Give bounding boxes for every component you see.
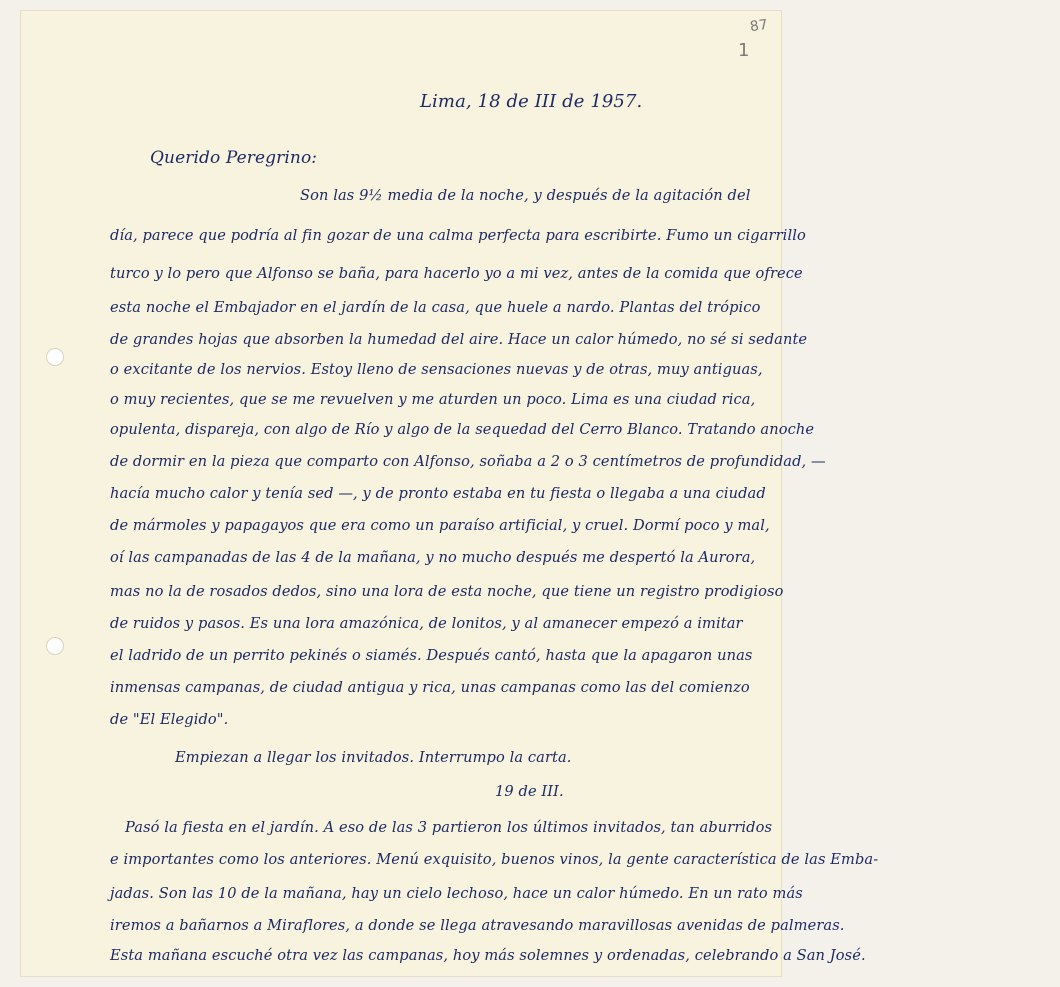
letter-line: 19 de III. (495, 783, 564, 800)
letter-line: Pasó la fiesta en el jardín. A eso de las 3 partieron los últimos invitados, tan aburridos (125, 819, 773, 836)
letter-line: opulenta, dispareja, con algo de Río y algo de la sequedad del Cerro Blanco. Tratando anoche (110, 421, 815, 438)
letter-line: esta noche el Embajador en el jardín de la casa, que huele a nardo. Plantas del trópico (110, 299, 761, 316)
letter-line: e importantes como los anteriores. Menú exquisito, buenos vinos, la gente característica de las Emba- (110, 851, 879, 868)
letter-line: Empiezan a llegar los invitados. Interrumpo la carta. (175, 749, 572, 766)
letter-line: de mármoles y papagayos que era como un paraíso artificial, y cruel. Dormí poco y mal, (110, 517, 770, 534)
letter-line: iremos a bañarnos a Miraflores, a donde se llega atravesando maravillosas avenidas de palmeras. (110, 917, 845, 934)
archive-page-number: 87 (748, 16, 769, 36)
letter-date: Lima, 18 de III de 1957. (420, 91, 643, 112)
letter-line: el ladrido de un perrito pekinés o siamés. Después cantó, hasta que la apagaron unas (110, 647, 753, 664)
letter-line: hacía mucho calor y tenía sed —, y de pronto estaba en tu fiesta o llegaba a una ciudad (110, 485, 766, 502)
letter-line: día, parece que podría al fin gozar de una calma perfecta para escribirte. Fumo un cigarrillo (110, 227, 806, 244)
letter-line: inmensas campanas, de ciudad antigua y rica, unas campanas como las del comienzo (110, 679, 750, 696)
letter-greeting: Querido Peregrino: (150, 148, 318, 168)
letter-line: de "El Elegido". (110, 711, 229, 728)
letter-line: de dormir en la pieza que comparto con Alfonso, soñaba a 2 o 3 centímetros de profundidad, — (110, 453, 826, 470)
letter-line: Son las 9½ media de la noche, y después de la agitación del (300, 187, 751, 204)
letter-line: Esta mañana escuché otra vez las campanas, hoy más solemnes y ordenadas, celebrando a San José. (110, 947, 866, 964)
letter-line: de ruidos y pasos. Es una lora amazónica, de lonitos, y al amanecer empezó a imitar (110, 615, 743, 632)
archive-folio-number: 1 (738, 40, 750, 61)
letter-line: o muy recientes, que se me revuelven y me aturden un poco. Lima es una ciudad rica, (110, 391, 756, 408)
letter-line: turco y lo pero que Alfonso se baña, para hacerlo yo a mi vez, antes de la comida que ofrece (110, 265, 803, 282)
letter-line: de grandes hojas que absorben la humedad del aire. Hace un calor húmedo, no sé si sedante (110, 331, 808, 348)
letter-line: mas no la de rosados dedos, sino una lora de esta noche, que tiene un registro prodigioso (110, 583, 784, 600)
letter-line: o excitante de los nervios. Estoy lleno de sensaciones nuevas y de otras, muy antiguas, (110, 361, 763, 378)
letter-line: jadas. Son las 10 de la mañana, hay un cielo lechoso, hace un calor húmedo. En un rato más (110, 885, 803, 902)
letter-line: oí las campanadas de las 4 de la mañana, y no mucho después me despertó la Aurora, (110, 549, 756, 566)
